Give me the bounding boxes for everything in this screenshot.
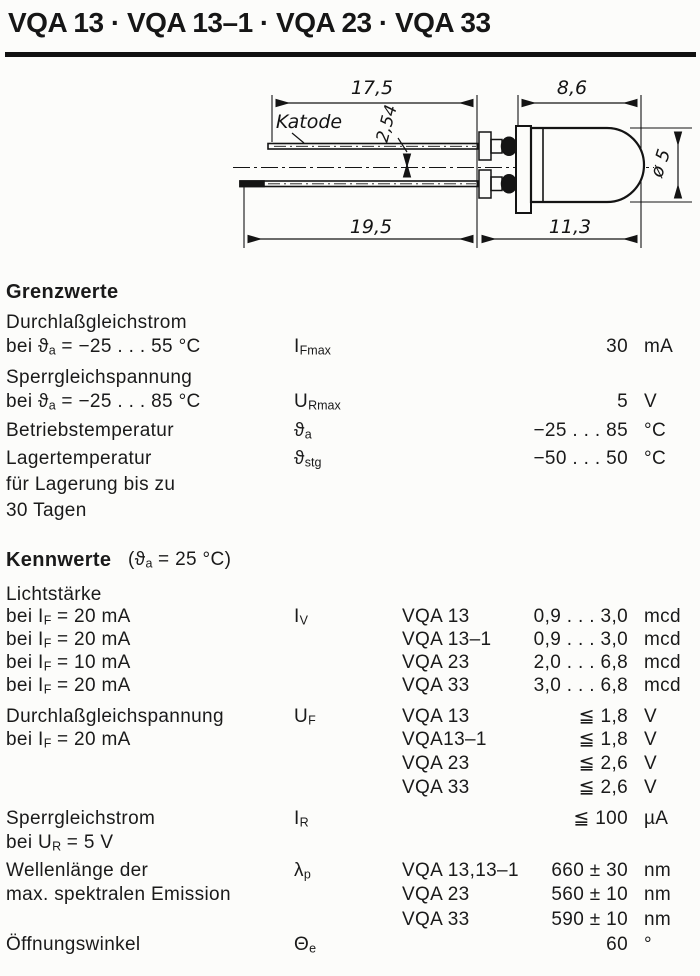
unit-urmax: V [644,391,658,412]
dim-diameter-text: ø 5 [646,146,676,180]
lichtstaerke-row3-condition [6,675,131,698]
lichtstaerke-label: Lichtstärke [6,584,102,605]
type-vqa13: VQA 13 [402,606,470,627]
run-base: ϑ [38,336,49,357]
title-rule [5,52,696,57]
symbol-base: ϑ [294,448,305,469]
lichtstaerke-row0-condition [6,606,131,629]
grenzwerte-row2-label: Betriebstemperatur [6,420,174,441]
value-lambda-vqa33: 590 ± 10 [551,909,628,930]
led-body [531,128,644,202]
type-lambda-vqa33: VQA 33 [402,909,470,930]
symbol-sub: a [304,427,312,442]
run-post: = 20 mA [51,675,131,696]
value-uf-vqa23: ≦ 2,6 [578,753,628,774]
type-uf-vqa33: VQA 33 [402,777,470,798]
unit-iv-vqa13: mcd [644,606,681,627]
value-oeffnungswinkel: 60 [606,934,628,955]
value-lambda-vqa13: 660 ± 30 [551,860,628,881]
run-post: = 25 °C) [152,549,232,570]
type-vqa33: VQA 33 [402,675,470,696]
unit-uf-vqa13-1: V [644,729,658,750]
run-pre: ( [128,549,135,570]
dim-lead-pitch-text: 2,54 [372,102,402,145]
run-base: I [38,606,44,627]
symbol-base: U [294,391,309,412]
symbol-iv [294,606,308,629]
run-pre: bei [6,729,39,750]
unit-lambda-vqa23: nm [644,884,672,905]
type-vqa23: VQA 23 [402,652,470,673]
value-iv-vqa13: 0,9 . . . 3,0 [533,606,628,627]
dim-lead-top-text: 17,5 [350,77,394,99]
dim-lead-bottom-text: 19,5 [349,216,393,238]
run-post: = 20 mA [51,629,131,650]
run-pre: bei [6,606,39,627]
run-post: = 5 V [61,832,114,853]
dim-body-total-text: 11,3 [548,216,592,238]
symbol-sub: Rmax [308,398,341,413]
symbol-base: I [294,606,300,627]
grenzwerte-row1-label: Sperrgleichspannung [6,367,193,388]
run-base: U [38,832,53,853]
grenzwerte-row3-label3: 30 Tagen [6,500,87,521]
symbol-theta-a [294,420,312,443]
run-post: = −25 . . . 55 °C [55,336,201,357]
run-base: I [38,652,44,673]
run-base: I [38,729,44,750]
unit-uf-vqa23: V [644,753,658,774]
symbol-base: λ [294,860,304,881]
type-lambda-vqa13: VQA 13,13–1 [402,860,519,881]
lichtstaerke-row2-condition [6,652,131,675]
symbol-lambda-p [294,860,311,883]
unit-betriebstemperatur: °C [644,420,667,441]
symbol-uf [294,706,316,729]
unit-uf-vqa13: V [644,706,658,727]
run-sub: F [43,736,52,751]
value-lambda-vqa23: 560 ± 10 [551,884,628,905]
value-urmax: 5 [617,391,628,412]
unit-lambda-vqa33: nm [644,909,672,930]
type-uf-vqa23: VQA 23 [402,753,470,774]
symbol-base: Θ [294,934,310,955]
run-pre: bei [6,629,39,650]
unit-ir: µA [644,808,669,829]
lead-crimp-bottom [479,170,517,198]
run-sub: F [43,613,52,628]
symbol-theta-e [294,934,316,957]
run-pre: bei [6,652,39,673]
unit-iv-vqa33: mcd [644,675,681,696]
unit-iv-vqa23: mcd [644,652,681,673]
run-base: I [38,675,44,696]
value-ifmax: 30 [606,336,628,357]
value-uf-vqa33: ≦ 2,6 [578,777,628,798]
run-post: = 20 mA [51,606,131,627]
grenzwerte-row3-label: Lagertemperatur [6,448,152,469]
value-iv-vqa23: 2,0 . . . 6,8 [533,652,628,673]
value-betriebstemperatur: −25 . . . 85 [533,420,628,441]
run-pre: bei [6,832,39,853]
symbol-sub: V [299,613,308,628]
unit-iv-vqa13-1: mcd [644,629,681,650]
kennwerte-heading: Kennwerte [6,549,112,571]
symbol-base: ϑ [294,420,305,441]
grenzwerte-row1-condition [6,391,201,414]
run-post: = −25 . . . 85 °C [55,391,201,412]
run-pre: bei [6,675,39,696]
value-iv-vqa33: 3,0 . . . 6,8 [533,675,628,696]
led-dimension-drawing [0,76,700,276]
symbol-sub: R [299,815,309,830]
symbol-base: I [294,808,300,829]
unit-oeffnungswinkel: ° [644,934,652,955]
value-uf-vqa13: ≦ 1,8 [578,706,628,727]
oeffnungswinkel-label: Öffnungswinkel [6,934,141,955]
unit-ifmax: mA [644,336,674,357]
symbol-sub: stg [304,455,322,470]
run-sub: a [48,398,56,413]
symbol-base: U [294,706,309,727]
unit-lambda-vqa13: nm [644,860,672,881]
run-post: = 20 mA [51,729,131,750]
symbol-theta-stg [294,448,321,471]
grenzwerte-heading: Grenzwerte [6,281,119,303]
cathode-label: Katode [275,111,343,133]
type-lambda-vqa23: VQA 23 [402,884,470,905]
symbol-ifmax [294,336,331,359]
led-flange [516,126,531,213]
page-title: VQA 13 · VQA 13–1 · VQA 23 · VQA 33 [8,7,491,38]
symbol-sub: Fmax [299,343,331,358]
symbol-sub: e [309,941,317,956]
run-sub: R [52,839,62,854]
run-post: = 10 mA [51,652,131,673]
type-vqa13-1: VQA 13–1 [402,629,492,650]
wellenlaenge-label2: max. spektralen Emission [6,884,231,905]
value-lagertemperatur: −50 . . . 50 [533,448,628,469]
run-sub: a [145,556,153,571]
grenzwerte-row3-label2: für Lagerung bis zu [6,474,176,495]
value-ir: ≦ 100 [573,808,628,829]
value-uf-vqa13-1: ≦ 1,8 [578,729,628,750]
symbol-sub: F [308,713,316,728]
lead-crimp-top [479,132,517,160]
lichtstaerke-row1-condition [6,629,131,652]
type-uf-vqa13: VQA 13 [402,706,470,727]
symbol-sub: p [303,867,311,882]
run-pre: bei [6,336,39,357]
grenzwerte-row0-label: Durchlaßgleichstrom [6,312,187,333]
unit-lagertemperatur: °C [644,448,667,469]
run-base: ϑ [134,549,146,570]
symbol-base: I [294,336,300,357]
run-base: ϑ [38,391,49,412]
run-sub: a [48,343,56,358]
value-iv-vqa13-1: 0,9 . . . 3,0 [533,629,628,650]
symbol-urmax [294,391,341,414]
durchlass-condition [6,729,131,752]
sperr-label: Sperrgleichstrom [6,808,156,829]
unit-uf-vqa33: V [644,777,658,798]
wellenlaenge-label1: Wellenlänge der [6,860,149,881]
grenzwerte-row0-condition [6,336,201,359]
durchlass-label: Durchlaßgleichspannung [6,706,224,727]
kennwerte-condition [128,549,231,572]
run-pre: bei [6,391,39,412]
run-sub: F [43,659,52,674]
dim-body-width-text: 8,6 [556,77,588,99]
run-sub: F [43,682,52,697]
run-sub: F [43,636,52,651]
run-base: I [38,629,44,650]
sperr-condition [6,832,113,855]
symbol-ir [294,808,309,831]
type-uf-vqa13-1: VQA13–1 [402,729,487,750]
